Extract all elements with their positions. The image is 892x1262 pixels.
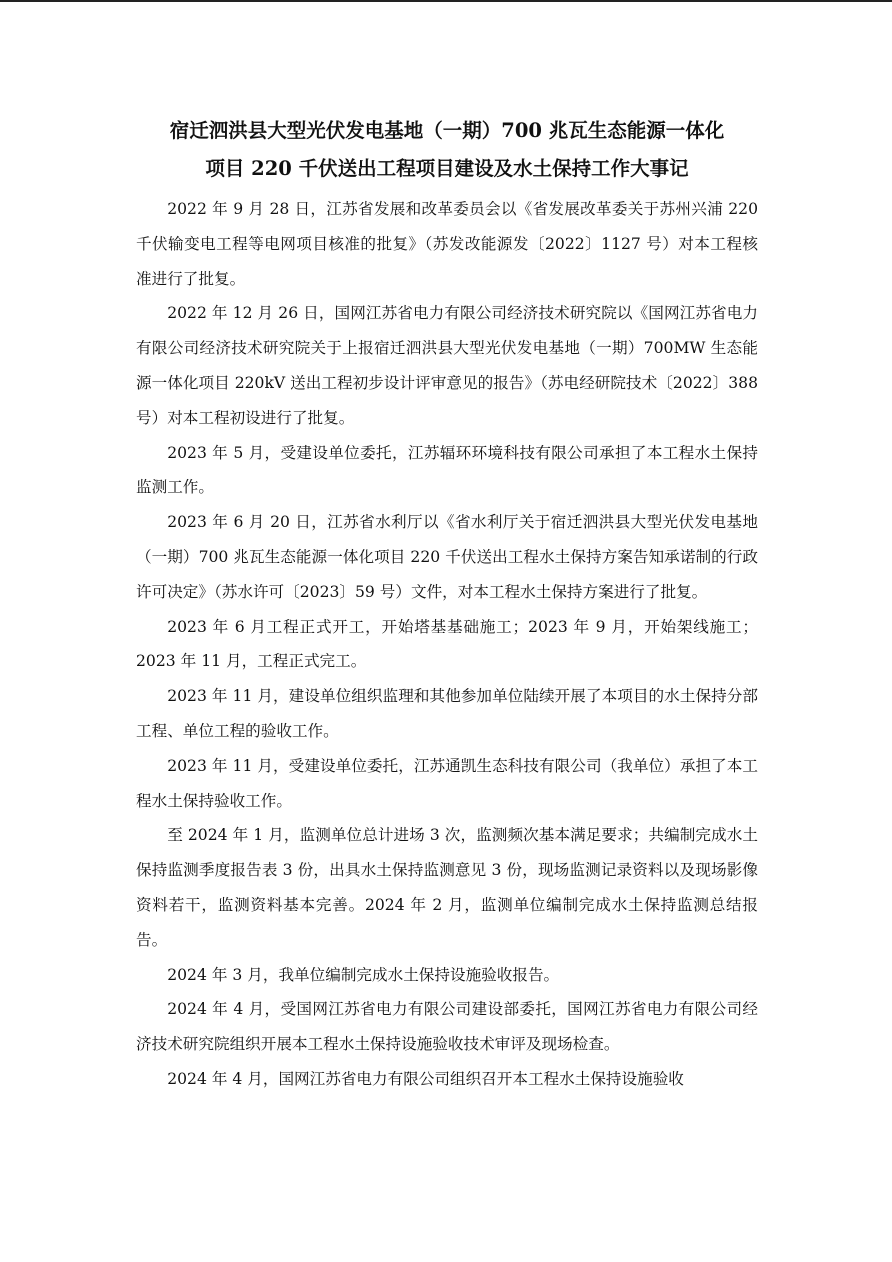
document-title (136, 112, 758, 188)
paragraph-review-2024-04: 2024 年 4 月，受国网江苏省电力有限公司建设部委托，国网江苏省电力有限公司经济技术研究院组织开展本工程水土保持设施验收技术审评及现场检查。 (136, 1000, 758, 1054)
paragraph-monitoring-summary-2024: 至 2024 年 1 月，监测单位总计进场 3 次，监测频次基本满足要求；共编制完成水土保持监测季度报告表 3 份，出具水土保持监测意见 3 份，现场监测记录资料以及现场影像资料若干，监测资料基本完善。2024 年 2 月，监测单位编制完成水土保持监测总结报告。 (136, 826, 758, 949)
paragraph-preliminary-design-2022-12: 2022 年 12 月 26 日，国网江苏省电力有限公司经济技术研究院以《国网江苏省电力有限公司经济技术研究院关于上报宿迁泗洪县大型光伏发电基地（一期）700MW 生态能源一体化项目 220kV 送出工程初步设计评审意见的报告》（苏电经研院技术〔2022〕388 号）对本工程初设进行了批复。 (136, 304, 758, 427)
top-border-line (0, 0, 892, 2)
paragraph-plan-approval-2023-06: 2023 年 6 月 20 日，江苏省水利厅以《省水利厅关于宿迁泗洪县大型光伏发电基地（一期）700 兆瓦生态能源一体化项目 220 千伏送出工程水土保持方案告知承诺制的行政许可决定》（苏水许可〔2023〕59 号）文件，对本工程水土保持方案进行了批复。 (136, 513, 758, 601)
paragraph-sub-acceptance-2023-11: 2023 年 11 月，建设单位组织监理和其他参加单位陆续开展了本项目的水土保持分部工程、单位工程的验收工作。 (136, 687, 758, 740)
paragraph-approval-2022-09: 2022 年 9 月 28 日，江苏省发展和改革委员会以《省发展改革委关于苏州兴浦 220 千伏输变电工程等电网项目核准的批复》（苏发改能源发〔2022〕1127 号）对本工程核准进行了批复。 (136, 200, 758, 288)
paragraph-construction-2023: 2023 年 6 月工程正式开工，开始塔基基础施工；2023 年 9 月，开始架线施工；2023 年 11 月，工程正式完工。 (136, 617, 758, 671)
paragraph-acceptance-entrusted-2023-11: 2023 年 11 月，受建设单位委托，江苏通凯生态科技有限公司（我单位）承担了本工程水土保持验收工作。 (136, 756, 758, 810)
paragraph-monitoring-2023-05: 2023 年 5 月，受建设单位委托，江苏辐环环境科技有限公司承担了本工程水土保持监测工作。 (136, 443, 758, 497)
paragraph-report-2024-03: 2024 年 3 月，我单位编制完成水土保持设施验收报告。 (167, 965, 560, 984)
document-body (136, 192, 758, 1097)
document-page (136, 112, 758, 1097)
paragraph-meeting-2024-04: 2024 年 4 月，国网江苏省电力有限公司组织召开本工程水土保持设施验收 (167, 1069, 684, 1088)
title-line-1: 宿迁泗洪县大型光伏发电基地（一期）700 兆瓦生态能源一体化 (169, 119, 725, 142)
title-line-2: 项目 220 千伏送出工程项目建设及水土保持工作大事记 (205, 157, 689, 180)
